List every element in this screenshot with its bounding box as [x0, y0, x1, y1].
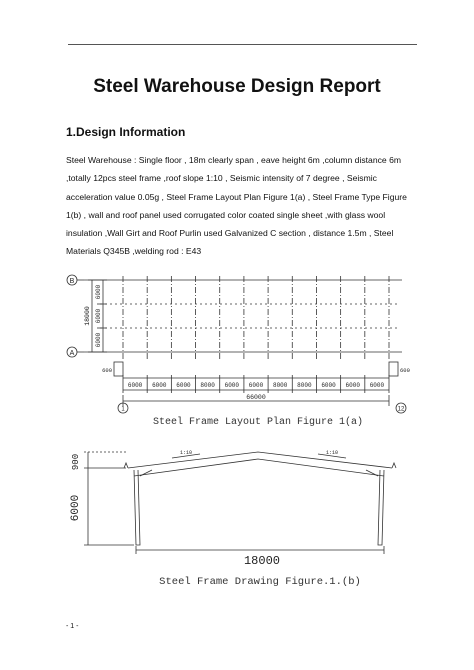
- bay-dim-label: 6000: [321, 382, 336, 389]
- rafter-top: [128, 452, 392, 468]
- design-info-paragraph: Steel Warehouse : Single floor , 18m clearly span , eave height 6m ,column distance 6m ,totally 12pcs steel frame ,roof slope 1:10 , Seismic intensity of 7 degree , Seismic acceleration value 0.05g , Steel Frame Layout Plan Figure 1(a) , Steel Frame Type Figure 1(b) , wall and roof panel used corrugated color coated single sheet ,with glass wool insulation ,Wall Girt and Roof Purlin used Galvanized C section , distance 1.5m , Steel Materials Q345B ,welding rod : E43: [66, 155, 407, 257]
- rafter-bottom: [134, 459, 384, 476]
- haunch-right: [366, 470, 378, 476]
- grid-label-end: 12: [397, 406, 405, 413]
- span-dim: 18000: [243, 554, 281, 568]
- bay-dim-label: 6000: [369, 382, 385, 389]
- bay-dim-label: 6000: [224, 382, 240, 389]
- axis-label-a: A: [69, 350, 75, 357]
- bay-dim-label: 8000: [200, 382, 215, 389]
- bay-dim-label: 8000: [297, 382, 312, 389]
- rise-dim: 900: [71, 453, 81, 471]
- edge-dim-right: 600: [400, 367, 410, 374]
- figure-a-caption: Steel Frame Layout Plan Figure 1(a): [152, 417, 364, 428]
- vertical-total-dim: 18000: [84, 306, 91, 326]
- figure-b-caption: Steel Frame Drawing Figure.1.(b): [159, 576, 361, 588]
- eave-left: [124, 463, 128, 468]
- haunch-left: [140, 470, 152, 476]
- vertical-segment-dim: 6000: [95, 308, 102, 324]
- bay-dim-label: 8000: [272, 382, 288, 389]
- height-dim: 6000: [70, 494, 82, 522]
- section-heading: 1.Design Information: [66, 125, 186, 139]
- bay-dim-label: 6000: [127, 382, 143, 389]
- vertical-segment-dim: 6000: [95, 284, 102, 300]
- slope-label-left: 1:10: [179, 450, 193, 456]
- edge-dim-left: 600: [102, 367, 112, 374]
- bay-dim-label: 6000: [248, 382, 264, 389]
- eave-right: [392, 463, 396, 468]
- total-length-dim: 66000: [246, 394, 266, 401]
- slope-label-right: 1:10: [325, 450, 339, 456]
- grid-label-start: 1: [121, 406, 125, 413]
- document-title: Steel Warehouse Design Report: [93, 76, 381, 97]
- bay-dim-label: 6000: [345, 382, 360, 389]
- bay-dim-label: 6000: [176, 382, 191, 389]
- bay-dim-label: 6000: [152, 382, 167, 389]
- left-column: [134, 470, 140, 545]
- axis-label-b: B: [69, 278, 75, 285]
- page-number: - 1 -: [66, 623, 79, 630]
- vertical-segment-dim: 6000: [95, 332, 102, 348]
- right-column: [378, 470, 384, 545]
